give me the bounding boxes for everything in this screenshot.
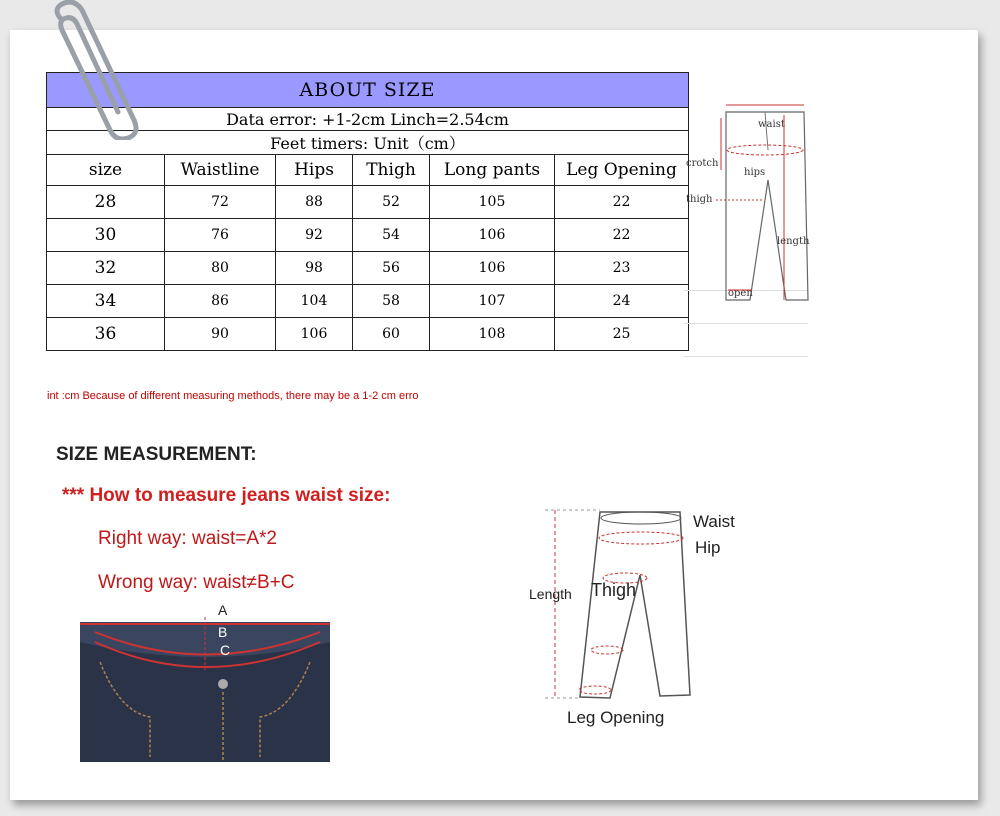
table-note-1: Data error: +1-2cm Linch=2.54cm [47, 108, 689, 131]
pants-sketch-icon [676, 90, 826, 320]
table-row [47, 285, 689, 318]
table-cell: 76 [165, 219, 276, 252]
length-label: Length [529, 586, 572, 602]
sketch-waist-label: waist [758, 119, 785, 130]
table-note-row [47, 131, 689, 155]
table-cell: 88 [276, 186, 353, 219]
sketch-open-label: open [728, 288, 753, 299]
table-cell: 56 [353, 252, 430, 285]
pants-sketch [676, 90, 826, 325]
table-cell: 52 [353, 186, 430, 219]
table-cell: 72 [165, 186, 276, 219]
table-row [47, 219, 689, 252]
table-cell: 58 [353, 285, 430, 318]
paper-clip-icon [22, 0, 142, 140]
header-cell: Long pants [430, 155, 555, 186]
table-note-row [47, 108, 689, 131]
sketch-length-label: length [777, 236, 810, 247]
table-cell: 22 [555, 186, 689, 219]
table-title-row [47, 73, 689, 108]
header-cell: Waistline [165, 155, 276, 186]
table-cell: 80 [165, 252, 276, 285]
table-cell: 90 [165, 318, 276, 351]
table-cell: 106 [430, 219, 555, 252]
jeans-photo-icon [80, 602, 330, 762]
label-a: A [218, 602, 228, 618]
table-cell: 36 [47, 318, 165, 351]
table-cell: 105 [430, 186, 555, 219]
table-row [47, 186, 689, 219]
measurement-notice: int :cm Because of different measuring methods, there may be a 1-2 cm erro [47, 390, 419, 402]
table-cell: 106 [430, 252, 555, 285]
header-cell: Leg Opening [555, 155, 689, 186]
hip-label: Hip [695, 538, 721, 557]
table-cell: 24 [555, 285, 689, 318]
table-cell: 86 [165, 285, 276, 318]
table-cell: 106 [276, 318, 353, 351]
size-measurement-title: SIZE MEASUREMENT: [56, 444, 257, 465]
table-cell: 92 [276, 219, 353, 252]
table-row [47, 252, 689, 285]
right-way-text: Right way: waist=A*2 [98, 528, 277, 549]
table-cell: 32 [47, 252, 165, 285]
sketch-thigh-label: thigh [686, 194, 713, 205]
waist-label: Waist [693, 512, 735, 531]
table-cell: 22 [555, 219, 689, 252]
wrong-way-text: Wrong way: waist≠B+C [98, 572, 295, 593]
pants-diagram [525, 500, 755, 750]
table-cell: 25 [555, 318, 689, 351]
table-cell: 28 [47, 186, 165, 219]
table-cell: 54 [353, 219, 430, 252]
leg-opening-label: Leg Opening [567, 708, 665, 727]
table-cell: 108 [430, 318, 555, 351]
table-cell: 34 [47, 285, 165, 318]
sketch-crotch-label: crotch [686, 158, 719, 169]
table-cell: 104 [276, 285, 353, 318]
table-cell: 60 [353, 318, 430, 351]
label-c: C [220, 642, 231, 658]
table-cell: 107 [430, 285, 555, 318]
table-header-row [47, 155, 689, 186]
table-row [47, 318, 689, 351]
jeans-waist-photo [80, 602, 330, 767]
table-cell: 23 [555, 252, 689, 285]
paper-sheet [10, 30, 978, 800]
header-cell: size [47, 155, 165, 186]
label-b: B [218, 624, 228, 640]
table-note-2: Feet timers: Unit（cm） [47, 131, 689, 155]
header-cell: Thigh [353, 155, 430, 186]
how-to-measure-heading: *** How to measure jeans waist size: [62, 485, 391, 506]
table-cell: 98 [276, 252, 353, 285]
sketch-hips-label: hips [744, 167, 766, 178]
thigh-label: Thigh [591, 580, 637, 600]
table-cell: 30 [47, 219, 165, 252]
table-title: ABOUT SIZE [47, 73, 689, 108]
size-table [46, 72, 689, 351]
header-cell: Hips [276, 155, 353, 186]
